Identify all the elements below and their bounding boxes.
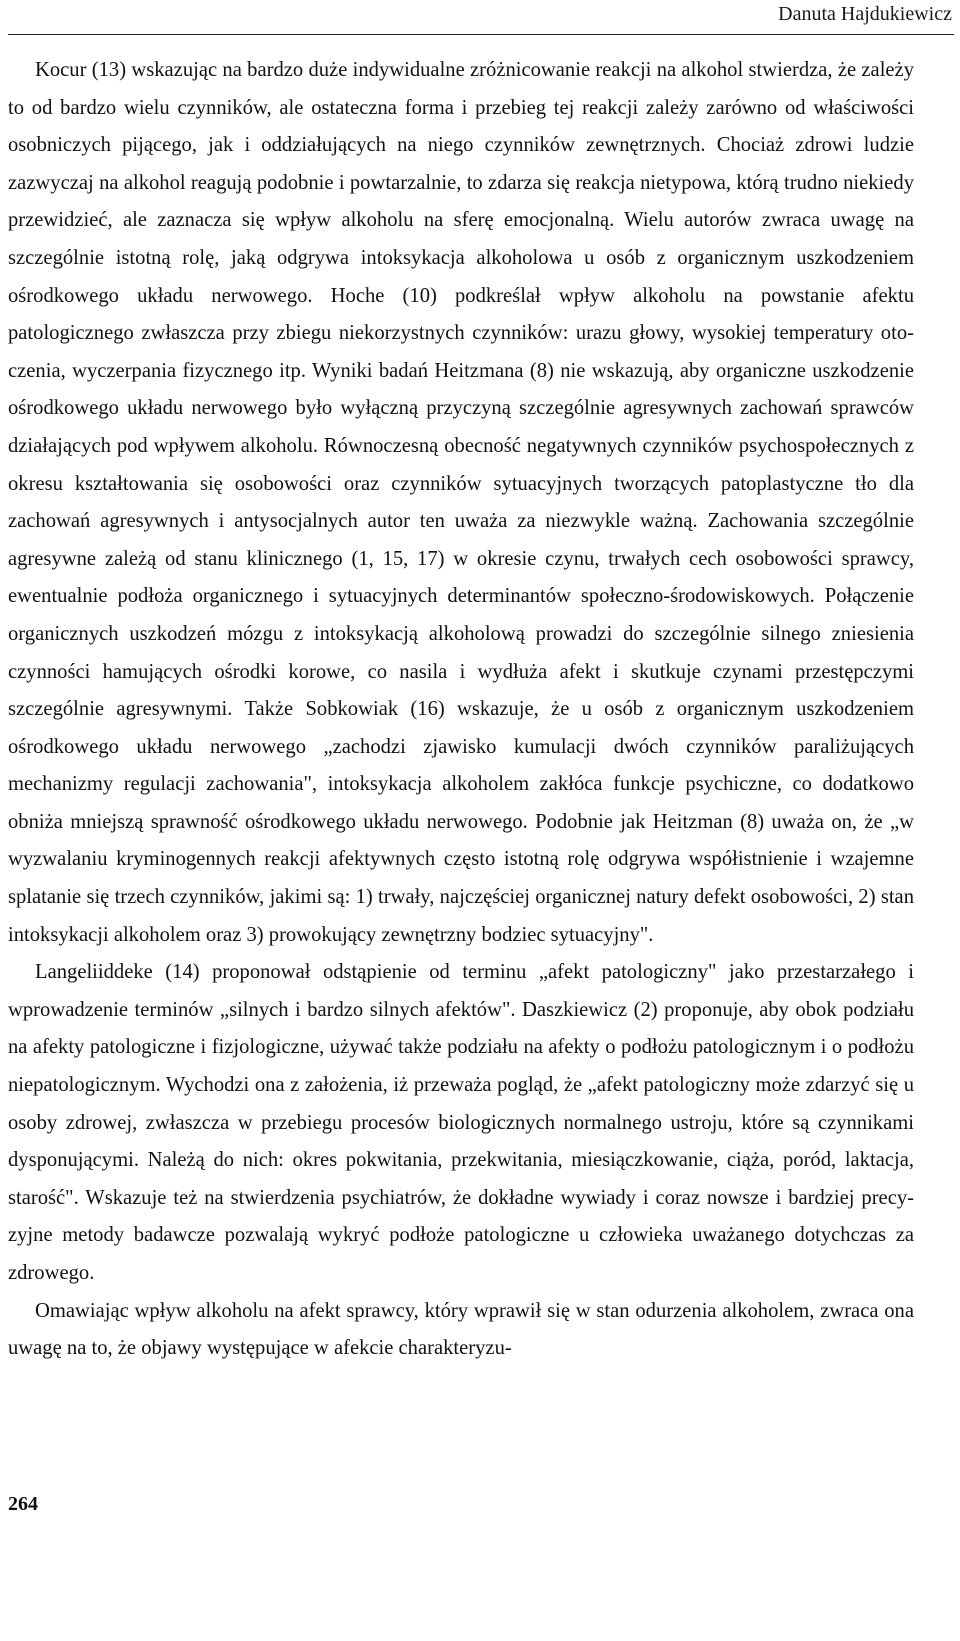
paragraph-2: Langeliiddeke (14) proponował odstąpienie od terminu „afekt patologiczny" jako przestarzałego i wprowadzenie terminów „silnych i bardzo silnych afektów". Daszkiewicz (2) proponuje, aby obok podziału na afekty patologiczne i fizjologiczne, używać także podziału na afekty o podłożu patologicznym i o podłożu niepatologicznym. Wychodzi ona z założenia, iż przeważa pogląd, że „afekt patologiczny może zdarzyć się u osoby zdrowej, zwłaszcza w przebiegu procesów biologicznych normalnego ustroju, które są czynnikami dysponującymi. Należą do nich: okres pokwitania, przekwitania, miesiączkowanie, ciąża, poród, laktacja, starość". Wskazuje też na stwierdzenia psychiatrów, że dokładne wywiady i coraz nowsze i bardziej precyzyjne metody badawcze pozwalają wykryć podłoże patologiczne u człowieka uważanego dotychczas za zdrowego. bbox=[8, 961, 914, 1284]
page-number: 264 bbox=[8, 1493, 38, 1515]
body-text bbox=[8, 52, 914, 1368]
paragraph-1: Kocur (13) wskazując na bardzo duże indywidualne zróżnicowanie reakcji na alkohol stwierdza, że zależy to od bardzo wielu czynników, ale ostateczna forma i przebieg tej reakcji zależy zarówno od właściwości osobniczych pijącego, jak i oddziałujących na niego czynników zewnętrznych. Chociaż zdrowi ludzie zazwyczaj na alkohol reagują podobnie i powtarzalnie, to zdarza się reakcja nietypowa, którą trudno niekiedy przewidzieć, ale zaznacza się wpływ alkoholu na sferę emocjonalną. Wielu autorów zwraca uwagę na szczególnie istotną rolę, jaką odgrywa intoksykacja alkoholowa u osób z organicznym uszkodzeniem ośrodkowego układu nerwowego. Hoche (10) podkreślał wpływ alkoholu na powstanie afektu patologicznego zwłaszcza przy zbiegu niekorzystnych czynników: urazu głowy, wysokiej temperatury otoczenia, wyczerpania fizycznego itp. Wyniki badań Heitzmana (8) nie wskazują, aby organiczne uszkodzenie ośrodkowego układu nerwowego było wyłączną przyczyną szczególnie agresywnych zachowań sprawców działających pod wpływem alkoholu. Równoczesną obecność negatywnych czynników psychospołecznych z okresu kształtowania się osobowości oraz czynników sytuacyjnych tworzących patoplastyczne tło dla zachowań agresywnych i antysocjalnych autor ten uważa za niezwykle ważną. Zachowania szczególnie agresywne zależą od stanu klinicznego (1, 15, 17) w okresie czynu, trwałych cech osobowości sprawcy, ewentualnie podłoża organicznego i sytuacyjnych determinantów społeczno-środowiskowych. Połączenie organicznych uszkodzeń mózgu z intoksykacją alkoholową prowadzi do szczególnie silnego zniesienia czynności hamujących ośrodki korowe, co nasila i wydłuża afekt i skutkuje czynami przestępczymi szczególnie agresywnymi. Także Sobkowiak (16) wskazuje, że u osób z organicznym uszkodzeniem ośrodkowego układu nerwowego „zachodzi zjawisko kumulacji dwóch czynników paraliżujących mechanizmy regulacji zachowania", intoksykacja alkoholem zakłóca funkcje psychiczne, co dodatkowo obniża mniejszą sprawność ośrodkowego układu nerwowego. Podobnie jak Heitzman (8) uważa on, że „w wyzwalaniu kryminogennych reakcji afektywnych często istotną rolę odgrywa współistnienie i wzajemne splatanie się trzech czynników, jakimi są: 1) trwały, najczęściej organicznej natury defekt osobowości, 2) stan intoksykacji alkoholem oraz 3) prowokujący zewnętrzny bodziec sytuacyjny". bbox=[8, 59, 914, 946]
paragraph-3: Omawiając wpływ alkoholu na afekt sprawcy, który wprawił się w stan odurzenia alkoholem, zwraca ona uwagę na to, że objawy występujące w afekcie charakteryzu- bbox=[8, 1299, 914, 1360]
running-head-author: Danuta Hajdukiewicz bbox=[778, 3, 952, 25]
header-rule bbox=[8, 34, 954, 35]
